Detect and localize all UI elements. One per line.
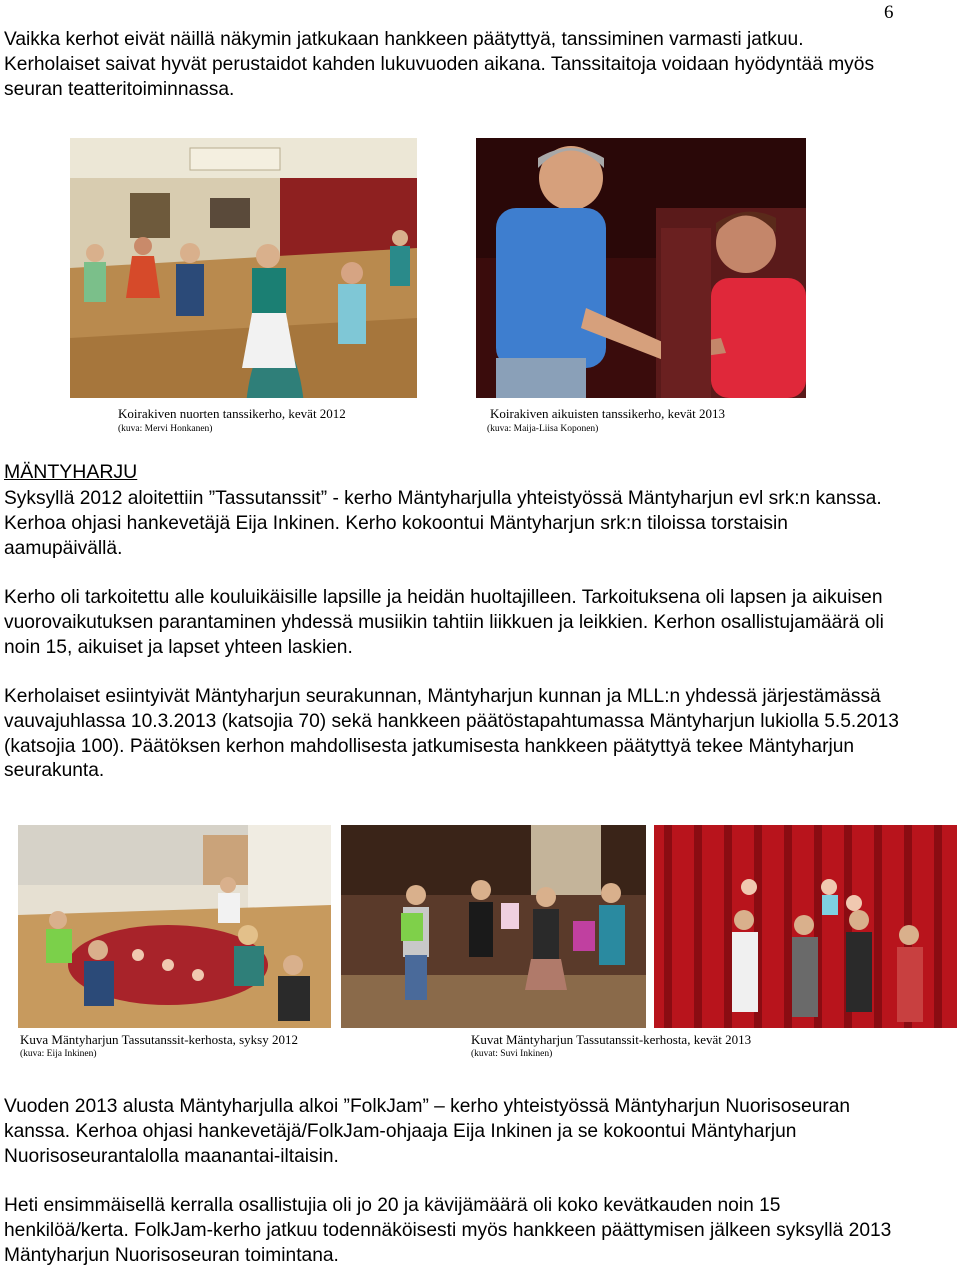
page-number: 6 — [884, 2, 894, 23]
photo-tassutanssit-spring-2 — [654, 825, 957, 1028]
photo-adult-dance-club — [476, 138, 806, 398]
bottom-photo-2-caption: Kuvat Mäntyharjun Tassutanssit-kerhosta, kevät 2013 — [471, 1032, 752, 1047]
bottom-photo-2-credit: (kuvat: Suvi Inkinen) — [471, 1049, 553, 1059]
photo-tassutanssit-autumn — [18, 825, 331, 1028]
photo-youth-dance-club — [70, 138, 417, 398]
bottom-photo-1-credit: (kuva: Eija Inkinen) — [20, 1049, 97, 1059]
closing-paragraph-1: Vuoden 2013 alusta Mäntyharjulla alkoi ”FolkJam” – kerho yhteistyössä Mäntyharjun Nuorisoseuran kanssa. Kerhoa ohjasi hankevetäjä/FolkJam-ohjaaja Eija Inkinen ja se kokoontui Mäntyharjun Nuorisoseurantalolla maanantai-iltaisin. — [4, 1096, 851, 1167]
photo-tassutanssit-spring-1 — [341, 825, 646, 1028]
section-paragraph-1: Syksyllä 2012 aloitettiin ”Tassutanssit” - kerho Mäntyharjulla yhteistyössä Mäntyharjun evl srk:n kanssa. Kerhoa ohjasi hankevetäjä Eija Inkinen. Kerho kokoontui Mäntyharjun srk:n tiloissa torstaisin aamupäivällä. — [4, 488, 882, 559]
top-photo-2-credit: (kuva: Maija-Liisa Koponen) — [487, 424, 599, 434]
section-paragraph-3: Kerholaiset esiintyivät Mäntyharjun seurakunnan, Mäntyharjun kunnan ja MLL:n yhdessä järjestämässä vauvajuhlassa 10.3.2013 (katsojia 70) sekä hankkeen päätöstapahtumassa Mäntyharjun lukiolla 5.5.2013 (katsojia 100). Päätöksen kerhon mahdollisesta jatkumisesta hankkeen päätyttyä tekee Mäntyharjun seurakunta. — [4, 686, 899, 782]
closing-paragraph-2: Heti ensimmäisellä kerralla osallistujia oli jo 20 ja kävijämäärä oli koko kevätkauden noin 15 henkilöä/kerta. FolkJam-kerho jatkuu todennäköisesti myös hankkeen päättymisen jälkeen syksyllä 2013 Mäntyharjun Nuorisoseuran toimintana. — [4, 1195, 892, 1266]
top-photo-1-caption: Koirakiven nuorten tanssikerho, kevät 2012 — [118, 406, 346, 421]
top-photo-1-credit: (kuva: Mervi Honkanen) — [118, 424, 213, 434]
intro-paragraph: Vaikka kerhot eivät näillä näkymin jatkukaan hankkeen päätyttyä, tanssiminen varmasti jatkuu. Kerholaiset saivat hyvät perustaidot kahden lukuvuoden aikana. Tanssitaitoja voidaan hyödyntää myös seuran teatteritoiminnassa. — [4, 29, 875, 100]
section-heading: MÄNTYHARJU — [4, 461, 138, 483]
section-paragraph-2: Kerho oli tarkoitettu alle kouluikäisille lapsille ja heidän huoltajilleen. Tarkoituksena oli lapsen ja aikuisen vuorovaikutuksen parantaminen yhdessä musiikin tahtiin liikkuen ja leikkien. Kerhon osallistujamäärä oli noin 15, aikuiset ja lapset yhteen laskien. — [4, 587, 884, 658]
bottom-photo-1-caption: Kuva Mäntyharjun Tassutanssit-kerhosta, syksy 2012 — [20, 1032, 298, 1047]
top-photo-2-caption: Koirakiven aikuisten tanssikerho, kevät 2013 — [490, 406, 726, 421]
